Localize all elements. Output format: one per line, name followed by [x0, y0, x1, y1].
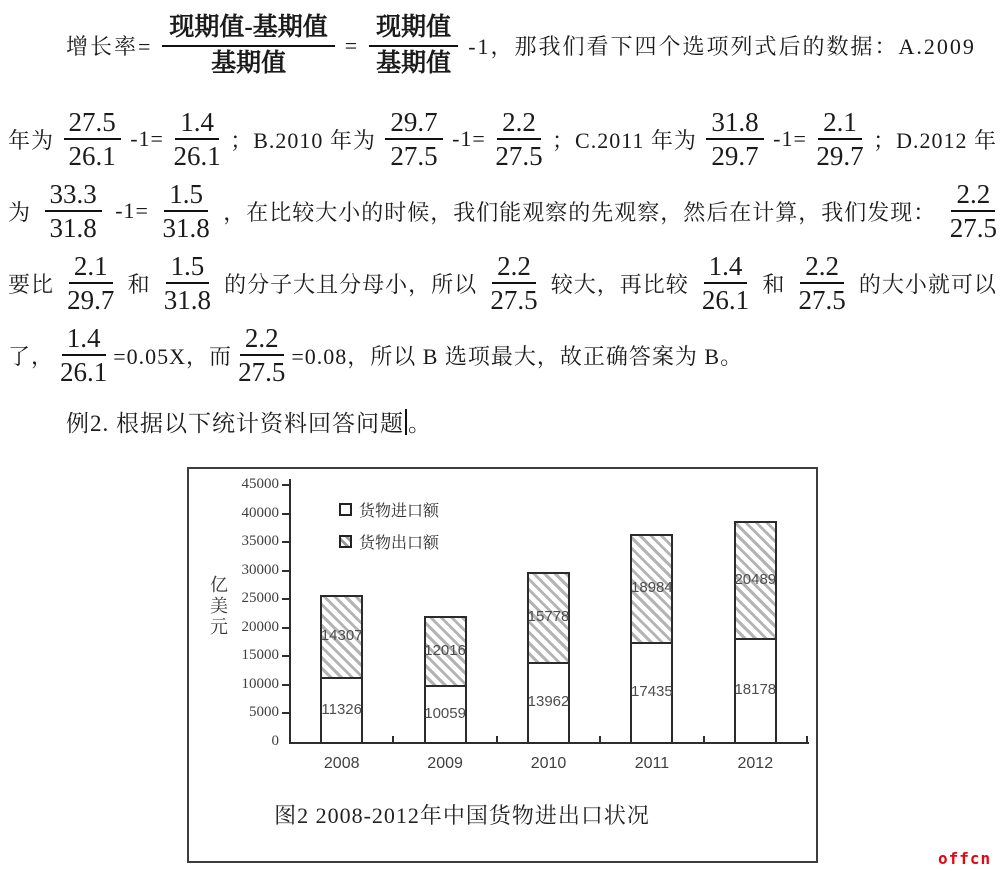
- fraction-denominator: 26.1: [173, 141, 221, 172]
- fraction: [490, 251, 537, 315]
- y-tick-label: 45000: [241, 476, 279, 492]
- legend-item-imports: [339, 498, 439, 521]
- text-run: 和: [762, 271, 786, 297]
- text-run: -1，那我们看下四个选项列式后的数据：A.2009: [468, 34, 976, 60]
- fraction-numerator: 2.1: [818, 107, 862, 140]
- y-tick-label: 5000: [249, 704, 279, 721]
- text-run: =0.05X，而: [113, 343, 233, 369]
- y-tick-label: 30000: [241, 561, 279, 578]
- y-tick: [282, 712, 289, 714]
- fraction-numerator: 33.3: [45, 179, 102, 212]
- x-tick-label: 2008: [323, 755, 360, 772]
- x-tick-label: 2009: [427, 755, 463, 772]
- fraction-numerator: 2.2: [492, 251, 536, 284]
- bar-export-value: 12016: [424, 641, 466, 659]
- paragraph-conclusion-answer-b[interactable]: [8, 323, 743, 387]
- fraction: [60, 323, 107, 387]
- y-tick: [282, 541, 289, 543]
- y-tick-label: 0: [271, 733, 279, 749]
- fraction-denominator: 27.5: [798, 285, 846, 316]
- fraction: [45, 179, 102, 243]
- fraction: [702, 251, 749, 315]
- bar-import-value: 11326: [321, 700, 362, 718]
- fraction: [798, 251, 845, 315]
- fraction-numerator: 1.5: [166, 251, 210, 284]
- fraction-denominator: 基期值: [376, 50, 452, 78]
- y-tick-label: 40000: [241, 504, 279, 521]
- fraction: [238, 323, 285, 387]
- example-2-heading[interactable]: [66, 405, 432, 438]
- y-tick-label: 25000: [241, 590, 279, 607]
- example-2-text: 例2. 根据以下统计资料回答问题: [66, 411, 404, 436]
- y-tick-label: 15000: [241, 647, 279, 664]
- text-run: -1=: [452, 126, 486, 152]
- x-tick: [392, 736, 394, 744]
- x-tick: [806, 736, 808, 744]
- bar-export-value: 20489: [734, 570, 777, 588]
- text-run: ；B.2010 年为: [230, 127, 376, 153]
- fraction-denominator: 31.8: [162, 213, 210, 244]
- fraction-numerator: 1.5: [164, 179, 208, 212]
- fraction: [816, 107, 863, 171]
- fraction-denominator: 29.7: [816, 141, 864, 172]
- fraction-denominator: 基期值: [211, 50, 287, 78]
- chart-figure[interactable]: [187, 467, 818, 863]
- fraction-numerator: 2.2: [951, 179, 995, 212]
- y-tick: [282, 513, 289, 515]
- bar-export-value: 14307: [320, 627, 363, 644]
- fraction-denominator: 31.8: [163, 285, 211, 316]
- x-tick-label: 2012: [737, 755, 774, 772]
- offcn-watermark: offcn: [938, 849, 992, 868]
- text-run: =0.08，所以 B 选项最大，故正确答案为 B。: [291, 343, 744, 369]
- y-tick: [282, 598, 289, 600]
- fraction-numerator: 1.4: [175, 107, 219, 140]
- fraction: [164, 251, 211, 315]
- text-run: -1=: [773, 126, 807, 152]
- fraction-denominator: 26.1: [701, 285, 750, 316]
- fraction-denominator: 31.8: [49, 213, 97, 244]
- legend-swatch-plain: [339, 503, 352, 516]
- y-tick: [282, 655, 289, 657]
- bar-import-value: 10059: [424, 704, 466, 722]
- bar-import-value: 13962: [527, 693, 570, 710]
- fraction-denominator: 27.5: [238, 357, 286, 388]
- fraction-denominator: 29.7: [711, 141, 759, 172]
- fraction-denominator: 29.7: [67, 285, 115, 316]
- fraction: [64, 107, 121, 171]
- fraction-denominator: 27.5: [390, 141, 438, 172]
- fraction-denominator: 27.5: [490, 285, 538, 316]
- fraction-numerator: 27.5: [64, 107, 121, 140]
- y-tick: [282, 684, 289, 686]
- fraction: [495, 107, 542, 171]
- fraction-numerator: 2.2: [240, 323, 284, 356]
- fraction-denominator: 27.5: [495, 141, 543, 172]
- y-tick-label: 20000: [241, 618, 279, 635]
- example-2-period: 。: [408, 411, 432, 436]
- fraction-denominator: 26.1: [68, 141, 116, 172]
- x-tick: [703, 736, 705, 744]
- fraction: [162, 12, 334, 80]
- text-run: 和: [127, 271, 151, 297]
- y-axis-line: [289, 479, 291, 744]
- bar-import-value: 17435: [631, 683, 673, 700]
- fraction: [706, 107, 763, 171]
- legend-item-exports: [339, 530, 439, 553]
- fraction-numerator: 现期值-基期值: [162, 12, 334, 47]
- fraction-numerator: 现期值: [369, 12, 458, 47]
- paragraph-growth-rate-formula[interactable]: [66, 12, 1000, 80]
- text-run: 的大小就可以: [858, 271, 997, 297]
- text-run: -1=: [115, 198, 149, 224]
- text-run: ；C.2011 年为: [552, 127, 697, 153]
- legend-swatch-hatch: [339, 535, 352, 548]
- y-tick: [282, 627, 289, 629]
- text-run: 年为: [8, 127, 55, 153]
- text-run: ；D.2012 年: [873, 127, 997, 153]
- fraction-denominator: 26.1: [60, 357, 108, 388]
- bar-export-value: 18984: [631, 579, 673, 596]
- bar-export-value: 15778: [527, 608, 570, 625]
- text-run: 的分子大且分母小，所以: [224, 271, 478, 297]
- fraction-numerator: 1.4: [704, 251, 748, 284]
- fraction: [385, 107, 442, 171]
- fraction: [173, 107, 220, 171]
- text-cursor: [405, 409, 407, 435]
- fraction: [67, 251, 114, 315]
- fraction: [162, 179, 209, 243]
- text-run: -1=: [130, 126, 164, 152]
- text-run: =: [344, 32, 360, 58]
- text-run: 要比: [8, 271, 55, 297]
- fraction: [369, 12, 458, 80]
- chart-legend: [339, 498, 439, 553]
- paragraph-options-a-b-c[interactable]: [8, 107, 997, 171]
- y-tick-label: 35000: [241, 533, 279, 550]
- legend-label-exports: 货物出口额: [359, 535, 440, 552]
- text-run: 为: [8, 199, 32, 225]
- fraction-numerator: 2.1: [69, 251, 113, 284]
- fraction-numerator: 1.4: [62, 323, 106, 356]
- fraction-numerator: 31.8: [706, 107, 763, 140]
- text-run: 增长率=: [66, 34, 153, 60]
- fraction: [950, 179, 997, 243]
- x-tick-label: 2011: [634, 755, 670, 772]
- y-axis-title: 亿美元: [208, 575, 228, 638]
- chart-title: 图2 2008-2012年中国货物进出口状况: [274, 803, 650, 828]
- y-tick: [282, 570, 289, 572]
- text-run: ，在比较大小的时候，我们能观察的先观察，然后在计算，我们发现：: [223, 199, 937, 225]
- bar-import-value: 18178: [734, 681, 777, 698]
- paragraph-option-d-comparison[interactable]: [8, 179, 997, 243]
- fraction-numerator: 2.2: [800, 251, 844, 284]
- legend-label-imports: 货物进口额: [359, 503, 440, 520]
- fraction-denominator: 27.5: [949, 213, 997, 244]
- paragraph-fraction-comparison[interactable]: [8, 251, 997, 315]
- x-tick: [599, 736, 601, 744]
- text-run: 较大，再比较: [550, 271, 689, 297]
- text-run: 了，: [8, 343, 55, 369]
- y-tick: [282, 484, 289, 486]
- y-tick-label: 10000: [241, 675, 279, 692]
- fraction-numerator: 2.2: [497, 107, 541, 140]
- x-tick-label: 2010: [530, 755, 567, 772]
- fraction-numerator: 29.7: [385, 107, 442, 140]
- x-tick: [496, 736, 498, 744]
